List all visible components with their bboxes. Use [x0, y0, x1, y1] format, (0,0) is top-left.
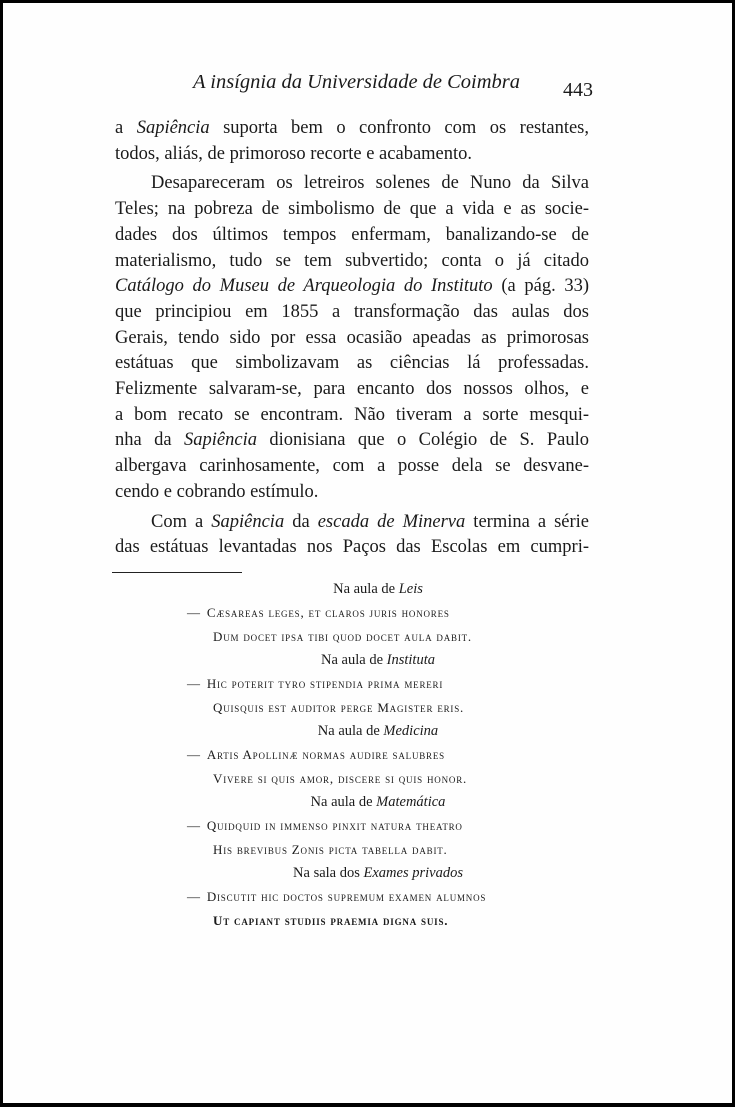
inscription-block: [183, 720, 603, 791]
inscription-verse: — Hic poterit tyro stipendia prima mereri: [187, 676, 444, 691]
inscription-verse: Ut capiant studiis praemia digna suis.: [213, 913, 449, 928]
footnote-rule: [112, 572, 242, 573]
text-line: todos, aliás, de primoroso recorte e acabamento.: [115, 143, 473, 164]
text-line: Com a Sapiência da escada de Minerva termina a série: [151, 511, 589, 532]
inscription-block: [183, 649, 603, 720]
inscription-verse: His brevibus Zonis picta tabella dabit.: [213, 842, 448, 857]
inscription-verse: — Artis Apollinæ normas audire salubres: [187, 747, 445, 762]
text-line: a bom recato se encontram. Não tiveram a sorte mesqui-: [115, 404, 589, 425]
inscription-block: [183, 791, 603, 862]
text-line: materialismo, tudo se tem subvertido; conta o já citado: [115, 250, 589, 271]
page-number: 443: [563, 79, 593, 101]
body-text: [115, 116, 589, 561]
text-line: albergava carinhosamente, com a posse dela se desvane-: [115, 456, 589, 477]
inscription-verse: — Discutit hic doctos supremum examen alumnos: [187, 889, 487, 904]
inscription-block: [183, 862, 603, 933]
inscription-verse: — Cæsareas leges, et claros juris honores: [187, 605, 450, 620]
text-line: Catálogo do Museu de Arqueologia do Instituto (a pág. 33): [115, 276, 589, 297]
paragraph-2: [115, 171, 589, 505]
text-line: estátuas que simbolizavam as ciências lá professadas.: [115, 353, 589, 374]
inscription-verse: Dum docet ipsa tibi quod docet aula dabit.: [213, 629, 472, 644]
inscription-block: [183, 578, 603, 649]
text-line: a Sapiência suporta bem o confronto com os restantes,: [115, 118, 590, 138]
inscription-verse: Vivere si quis amor, discere si quis honor.: [213, 771, 468, 786]
inscription-heading: Na aula de Instituta: [321, 652, 435, 668]
text-line: das estátuas levantadas nos Paços das Escolas em cumpri-: [115, 537, 589, 558]
footnote-inscriptions: [183, 578, 603, 933]
paragraph-1: [115, 116, 589, 167]
text-line: dades dos últimos tempos enfermam, banalizando-se de: [115, 224, 589, 245]
text-line: que principiou em 1855 a transformação das aulas dos: [115, 301, 589, 322]
inscription-heading: Na aula de Medicina: [317, 723, 439, 739]
text-line: Teles; na pobreza de simbolismo de que a vida e as socie-: [115, 199, 589, 220]
text-line: Gerais, tendo sido por essa ocasião apeadas as primorosas: [115, 327, 589, 348]
inscription-heading: Na aula de Leis: [333, 581, 423, 597]
text-line: cendo e cobrando estímulo.: [115, 481, 319, 502]
inscription-verse: Quisquis est auditor perge Magister eris.: [213, 700, 465, 715]
running-title: A insígnia da Universidade de Coimbra: [193, 71, 521, 93]
text-line: nha da Sapiência dionisiana que o Colégio de S. Paulo: [115, 430, 589, 451]
text-line: Desapareceram os letreiros solenes de Nuno da Silva: [151, 173, 589, 194]
paragraph-3: [115, 510, 589, 561]
inscription-verse: — Quidquid in immenso pinxit natura theatro: [187, 818, 463, 833]
inscription-heading: Na aula de Matemática: [310, 794, 446, 810]
text-line: Felizmente salvaram-se, para encanto dos nossos olhos, e: [115, 379, 589, 400]
inscription-heading: Na sala dos Exames privados: [293, 865, 463, 881]
